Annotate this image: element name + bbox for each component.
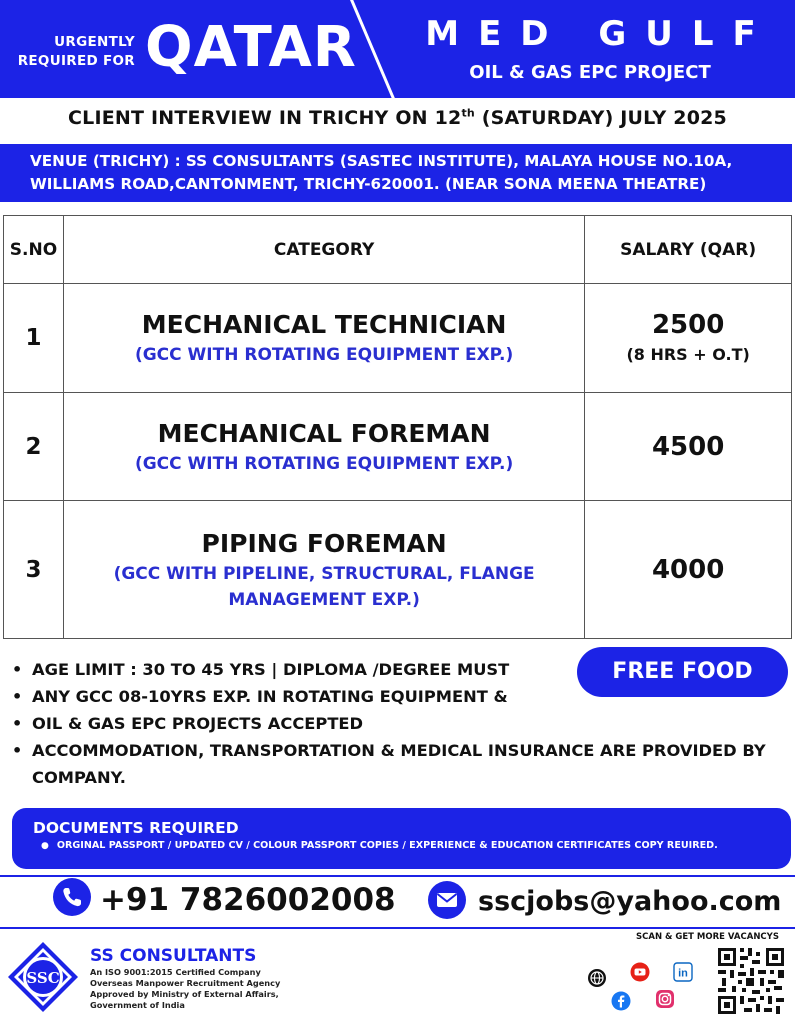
bullet-icon: • (12, 660, 23, 679)
phone-icon (53, 878, 91, 916)
logo-text: SSC (26, 969, 60, 987)
facebook-icon[interactable] (611, 991, 631, 1011)
salary-note: (8 HRS + O.T) (626, 345, 750, 364)
salary-value: 4500 (651, 431, 725, 462)
documents-title: DOCUMENTS REQUIRED (33, 819, 239, 837)
list-item (10, 710, 795, 737)
salary-value: 4000 (651, 554, 725, 585)
interview-prefix: CLIENT INTERVIEW IN TRICHY ON 12 (68, 107, 462, 129)
divider-bottom (0, 927, 795, 929)
qr-code[interactable] (716, 946, 786, 1016)
requirement-text: AGE LIMIT : 30 TO 45 YRS | DIPLOMA /DEGREE MUST (32, 660, 510, 679)
requirement-text: ANY GCC 08-10YRS EXP. IN ROTATING EQUIPMENT & (32, 687, 508, 706)
category-subtitle: (GCC WITH ROTATING EQUIPMENT EXP.) (134, 453, 514, 474)
documents-list (33, 838, 791, 854)
jobs-table (3, 215, 792, 639)
ssc-logo (6, 940, 80, 1014)
project-subtitle: OIL & GAS EPC PROJECT (469, 62, 711, 83)
email-icon (428, 881, 466, 919)
footer-approval: Approved by Ministry of External Affairs, (90, 989, 279, 999)
row-sno: 2 (4, 393, 64, 501)
bullet-icon: • (12, 687, 23, 706)
divider-top (0, 875, 795, 877)
company-title: MED GULF (425, 14, 775, 54)
header-category: CATEGORY (63, 216, 584, 284)
category-title: MECHANICAL TECHNICIAN (141, 310, 507, 339)
category-subtitle-line-2: MANAGEMENT EXP.) (228, 589, 420, 610)
linkedin-text: in (678, 967, 688, 980)
category-subtitle: (GCC WITH ROTATING EQUIPMENT EXP.) (134, 345, 514, 365)
linkedin-icon[interactable] (673, 962, 693, 982)
table-row (4, 284, 792, 393)
urgent-line-2: REQUIRED FOR (17, 53, 135, 69)
phone-number[interactable]: +91 7826002008 (100, 882, 396, 918)
country-title: QATAR (145, 15, 357, 80)
row-salary (585, 501, 792, 639)
row-salary (585, 284, 792, 393)
table-header-row (4, 216, 792, 284)
row-category (63, 501, 584, 639)
instagram-icon[interactable] (655, 989, 675, 1009)
requirements-list (10, 656, 795, 791)
bullet-icon: ● (41, 841, 49, 851)
interview-ordinal: th (461, 106, 475, 120)
scan-label: SCAN & GET MORE VACANCYS (636, 932, 779, 942)
interview-suffix: (SATURDAY) JULY 2025 (474, 107, 727, 129)
row-category (63, 284, 584, 393)
category-title: MECHANICAL FOREMAN (157, 418, 491, 448)
header-sno: S.NO (4, 216, 64, 284)
salary-value: 2500 (651, 310, 725, 340)
documents-box (12, 808, 791, 869)
row-sno: 3 (4, 501, 64, 639)
email-address[interactable]: sscjobs@yahoo.com (478, 886, 782, 917)
venue-line-2: WILLIAMS ROAD,CANTONMENT, TRICHY-620001. (NEAR SONA MEENA THEATRE) (30, 175, 707, 193)
row-category (63, 393, 584, 501)
venue-line-1: VENUE (TRICHY) : SS CONSULTANTS (SASTEC INSTITUTE), MALAYA HOUSE NO.10A, (30, 152, 733, 170)
documents-text: ORGINAL PASSPORT / UPDATED CV / COLOUR PASSPORT COPIES / EXPERIENCE & EDUCATION CERTIFICATES COPY REUIRED. (56, 840, 718, 851)
footer-iso: An ISO 9001:2015 Certified Company (90, 967, 261, 977)
category-subtitle-line-1: (GCC WITH PIPELINE, STRUCTURAL, FLANGE (113, 563, 535, 584)
header-banner (0, 0, 795, 98)
row-salary (585, 393, 792, 501)
category-title: PIPING FOREMAN (201, 528, 447, 558)
bullet-icon: • (12, 741, 23, 760)
globe-icon[interactable] (587, 968, 607, 988)
table-row (4, 393, 792, 501)
footer-company-name: SS CONSULTANTS (90, 946, 257, 966)
venue-box (0, 144, 792, 202)
list-item (10, 683, 795, 710)
footer-government: Government of India (90, 1000, 185, 1010)
urgent-line-1: URGENTLY (54, 34, 135, 50)
list-item (10, 737, 795, 791)
footer-agency: Overseas Manpower Recruitment Agency (90, 978, 281, 988)
urgent-label (10, 33, 135, 71)
table-row (4, 501, 792, 639)
bullet-icon: • (12, 714, 23, 733)
requirement-text: OIL & GAS EPC PROJECTS ACCEPTED (32, 714, 364, 733)
youtube-icon[interactable] (630, 962, 650, 982)
row-sno: 1 (4, 284, 64, 393)
requirement-text: ACCOMMODATION, TRANSPORTATION & MEDICAL INSURANCE ARE PROVIDED BY COMPANY. (32, 741, 766, 787)
interview-line (0, 104, 795, 132)
header-salary: SALARY (QAR) (585, 216, 792, 284)
free-food-badge: FREE FOOD (577, 647, 788, 697)
list-item (10, 656, 795, 683)
